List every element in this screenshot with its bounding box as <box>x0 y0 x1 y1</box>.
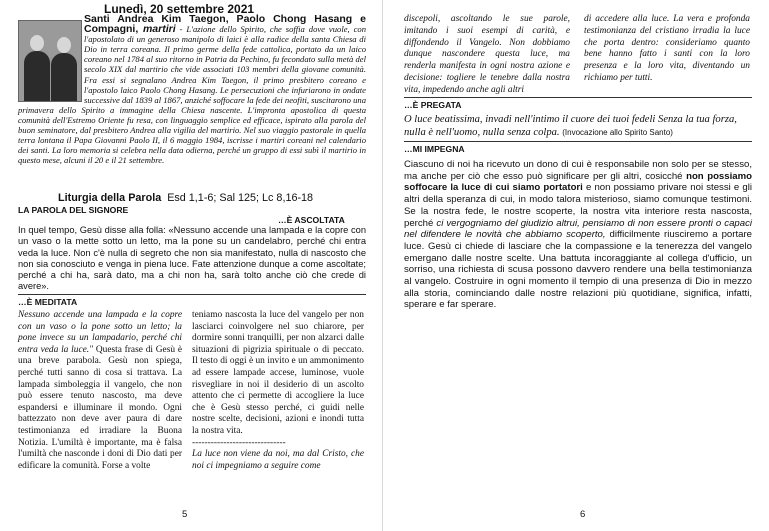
meditata-label: …È MEDITATA <box>18 297 78 307</box>
impegno-text-3: difficilmente riusciremo a portare luce. Gesù ci chiede di lasciare che la compassione e la tenerezza del vangelo emergano dalle nostre scelte. Una battuta incoraggiante al collega d'ufficio, un sorriso, una richiesta di scusa possono davvero rendere una bella testimonianza al vangelo. Costruire in ogni momento il tempio di una presenza di Dio in mezzo alla storia, cominciando dalle nostre relazioni più quotidiane, significa, infatti, sperare e far sperare. <box>404 229 752 311</box>
pregata-label: …È PREGATA <box>404 100 462 110</box>
liturgy-refs: Esd 1,1-6; Sal 125; Lc 8,16-18 <box>167 192 314 204</box>
impegno-italic: ci vergogniamo del giudizio altrui, pensiamo di non essere pronti o capaci nel difendere le novità che abbiamo scoperto, <box>404 217 752 241</box>
impegno-text <box>404 159 752 311</box>
pregata-heading <box>404 97 752 110</box>
meditata-col-1 <box>18 310 182 472</box>
meditata-closing: La luce non viene da noi, ma dal Cristo, che noi ci impegniamo a seguire come <box>192 449 364 471</box>
liturgy-label: Liturgia della Parola <box>58 192 162 204</box>
prayer-text: O luce beatissima, invadi nell'intimo il cuore dei tuoi fedeli Senza la tua forza, nulla è nell'uomo, nulla senza colpa. <box>404 114 737 138</box>
page-number-left: 5 <box>182 509 188 520</box>
meditata-heading <box>18 294 366 307</box>
impegno-heading <box>404 141 752 154</box>
meditata-quote: Nessuno accende una lampada e la copre con un vaso o la pone sotto un letto; la pone invece su un lampadario, perché chi entra veda la luce." <box>18 310 182 355</box>
gospel-text: In quel tempo, Gesù disse alla folla: «Nessuno accende una lampada e la copre con un vaso o la mette sotto un letto, ma la pone su un candelabro, perché chi entra veda la luce. Non c'è nulla di segreto che non sia manifestato, nulla di nascosto che non sia conosciuto e venga in piena luce. Fate attenzione dunque a come ascoltate; perché a chi ha, sarà dato, ma a chi non ha, sarà tolto anche ciò che crede di avere». <box>18 225 366 292</box>
left-page <box>0 0 383 531</box>
meditata-rule: ------------------------------ <box>192 437 286 448</box>
saints-text: - L'azione dello Spirito, che soffia dove vuole, con l'apostolato di un generoso manipolo di laici è alla radice della santa Chiesa di Dio in terra coreana. Il primo germe della fede cattolica, portato da un laico coreano nel 1784 al suo ritorno in Patria da Pechino, fu fecondato sulla metà del secolo XIX dal martirio che vide associati 103 membri della giovane comunità. Fra essi si segnalano Andrea Kim Taegon, il primo presbitero coreano e l'apostolo laico Paolo Chong Hasang. Le persecuzioni che infuriarono in ondate successive dal 1839 al 1867, anziché soffocare la fede dei neofiti, suscitarono una primavera dello Spirito a immagine della Chiesa nascente. L'impronta apostolica di questa comunità dell'Estremo Oriente fu resa, con linguaggio semplice ed efficace, ispirato alla parola del buon seminatore, dal presbitero Andrea alla vigilia del martirio. Nel suo viaggio pastorale in quella terra lontana il Papa Giovanni Paolo II, il 6 maggio 1984, iscrisse i martiri coreani nel calendario dei santi. La loro memoria si celebra nella data odierna, perché un gruppo di essi subì il martirio in questo mese, alcuni il 20 e il 21 settembre. <box>18 24 366 166</box>
saints-description <box>18 14 366 165</box>
impegno-label: …MI IMPEGNA <box>404 144 465 154</box>
liturgy-heading <box>58 192 313 204</box>
impegno-bold: non possiamo soffocare la luce di cui siamo portatori <box>404 170 752 194</box>
page-number-right: 6 <box>580 509 586 520</box>
saints-title: Santi Andrea Kim Taegon, Paolo Chong Hasang e Compagni, martiri <box>84 13 366 36</box>
meditata-text-1: Questa frase di Gesù è una breve parabola. Gesù non spiega, perché tutti sanno di cosa si trattava. La lampada simboleggia il vangelo, che non può essere tenuto nascosto, ma deve espandersi e illuminare il mondo. Ogni battezzato non deve aver paura di dare testimonianza ed irradiare la Buona Notizia. L'umiltà è importante, ma è falsa l'umiltà che nasconde i doni di Dio dati per edificare la comunità. Forse a volte <box>18 344 182 471</box>
continuation-col-2: di accedere alla luce. La vera e profonda testimonianza del cristiano irradia la luce che porta dentro: consideriamo quanto bene hanno fatto i santi con la loro presenza e la loro vita, diventando un richiamo per tutti. <box>584 14 750 83</box>
impegno-text-1: Ciascuno di noi ha ricevuto un dono di cui è responsabile non solo per se stesso, ma anche per ciò che esso può significare per gli altri, cosicché <box>404 159 752 182</box>
continuation-col-1: discepoli, ascoltando le sue parole, imitando i suoi esempi di carità, e diffondendo il Vangelo. Non dobbiamo dunque nascondere questa luce, ma renderla manifesta in ogni nostra azione e decisione: togliere le tenebre dalla nostra vita, impedendo anche agli altri <box>404 14 570 95</box>
prayer-source: (Invocazione allo Spirito Santo) <box>562 127 673 137</box>
impegno-text-2: e non possiamo privare noi stessi e gli altri della speranza di cui, in modo talora misterioso, siamo comunque testimoni. Se la nostra fede, le nostre scoperte, la nostra vita interiore resta nascosta, perché <box>404 182 752 229</box>
meditata-col-2 <box>192 310 364 472</box>
prayer <box>404 114 752 139</box>
page-date: Lunedì, 20 settembre 2021 <box>104 2 255 16</box>
meditata-text-2: teniamo nascosta la luce del vangelo per non lasciarci coinvolgere nel suo chiarore, per dormire sonni tranquilli, per non alzarci dalle situazioni di pigrizia spirituale o di peccato. Il testo di oggi è un invito e un ammonimento ad essere lampade accese, luminose, vuole risvegliare in noi il desiderio di un ascolto attento che ci permette di accogliere la luce che è Gesù stesso perché, ci guidi nelle nostre scelte, decisioni, azioni e inondi tutta la nostra vita. <box>192 310 364 436</box>
word-heading: LA PAROLA DEL SIGNORE <box>18 205 129 215</box>
gospel-label: …È ASCOLTATA <box>278 215 345 225</box>
